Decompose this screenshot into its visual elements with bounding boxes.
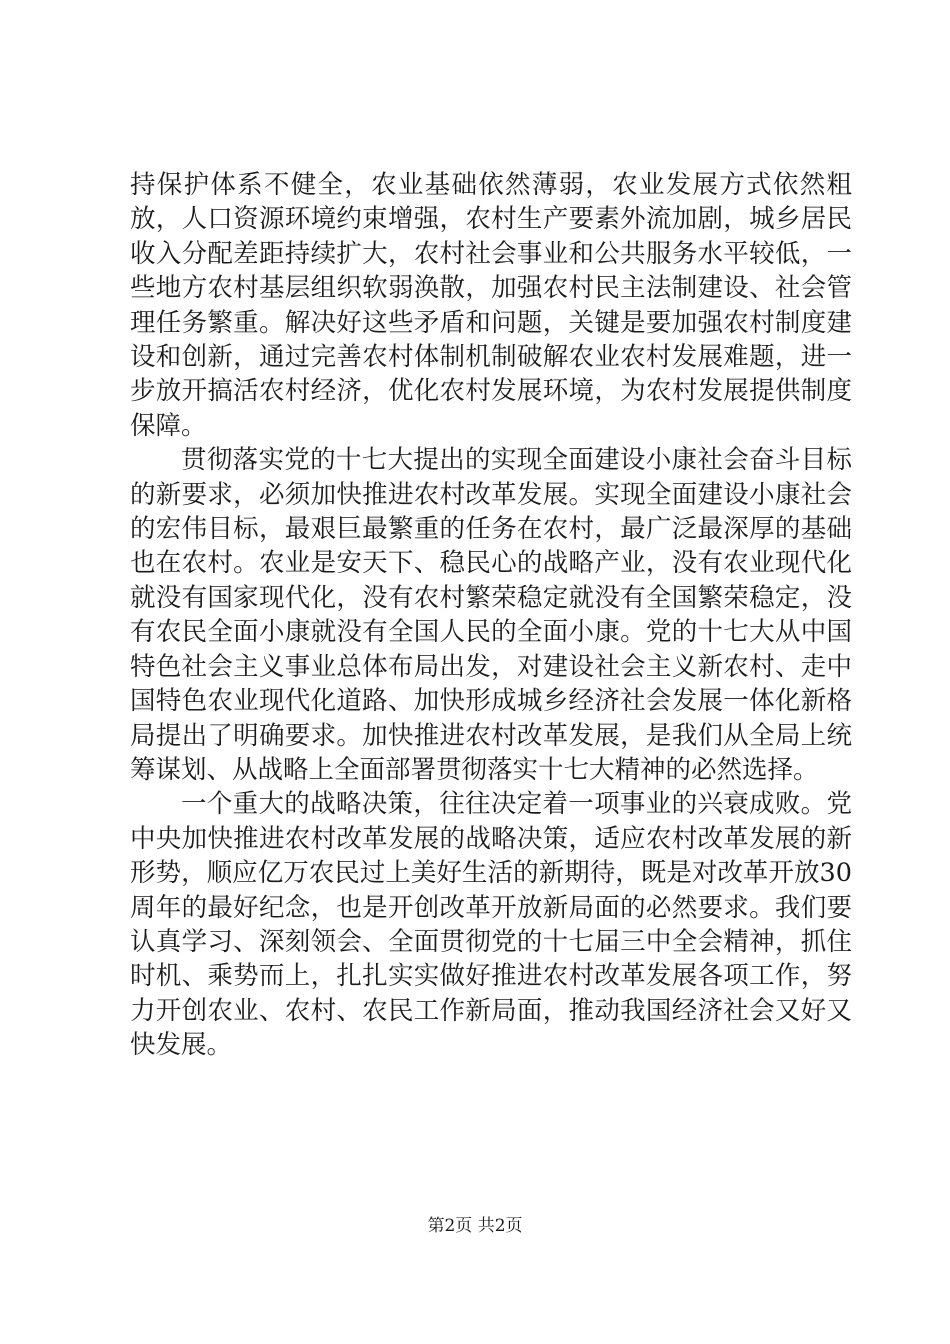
paragraph: 贯彻落实党的十七大提出的实现全面建设小康社会奋斗目标的新要求，必须加快推进农村改革发展。实现全面建设小康社会的宏伟目标，最艰巨最繁重的任务在农村，最广泛最深厚的基础也在农村。农业是安天下、稳民心的战略产业，没有农业现代化就没有国家现代化，没有农村繁荣稳定就没有全国繁荣稳定，没有农民全面小康就没有全国人民的全面小康。党的十七大从中国特色社会主义事业总体布局出发，对建设社会主义新农村、走中国特色农业现代化道路、加快形成城乡经济社会发展一体化新格局提出了明确要求。加快推进农村改革发展，是我们从全局上统筹谋划、从战略上全面部署贯彻落实十七大精神的必然选择。: [130, 445, 852, 785]
paragraph: 一个重大的战略决策，往往决定着一项事业的兴衰成败。党中央加快推进农村改革发展的战略决策，适应农村改革发展的新形势，顺应亿万农民过上美好生活的新期待，既是对改革开放30周年的最好纪念，也是开创改革开放新局面的必然要求。我们要认真学习、深刻领会、全面贯彻党的十七届三中全会精神，抓住时机、乘势而上，扎扎实实做好推进农村改革发展各项工作，努力开创农业、农村、农民工作新局面，推动我国经济社会又好又快发展。: [130, 789, 852, 1061]
page-number-footer: 第2页 共2页: [427, 1216, 523, 1236]
document-body: [130, 168, 852, 1063]
paragraph-continued: 持保护体系不健全，农业基础依然薄弱，农业发展方式依然粗放，人口资源环境约束增强，农村生产要素外流加剧，城乡居民收入分配差距持续扩大，农村社会事业和公共服务水平较低，一些地方农村基层组织软弱涣散，加强农村民主法制建设、社会管理任务繁重。解决好这些矛盾和问题，关键是要加强农村制度建设和创新，通过完善农村体制机制破解农业农村发展难题，进一步放开搞活农村经济，优化农村发展环境，为农村发展提供制度保障。: [130, 170, 852, 441]
